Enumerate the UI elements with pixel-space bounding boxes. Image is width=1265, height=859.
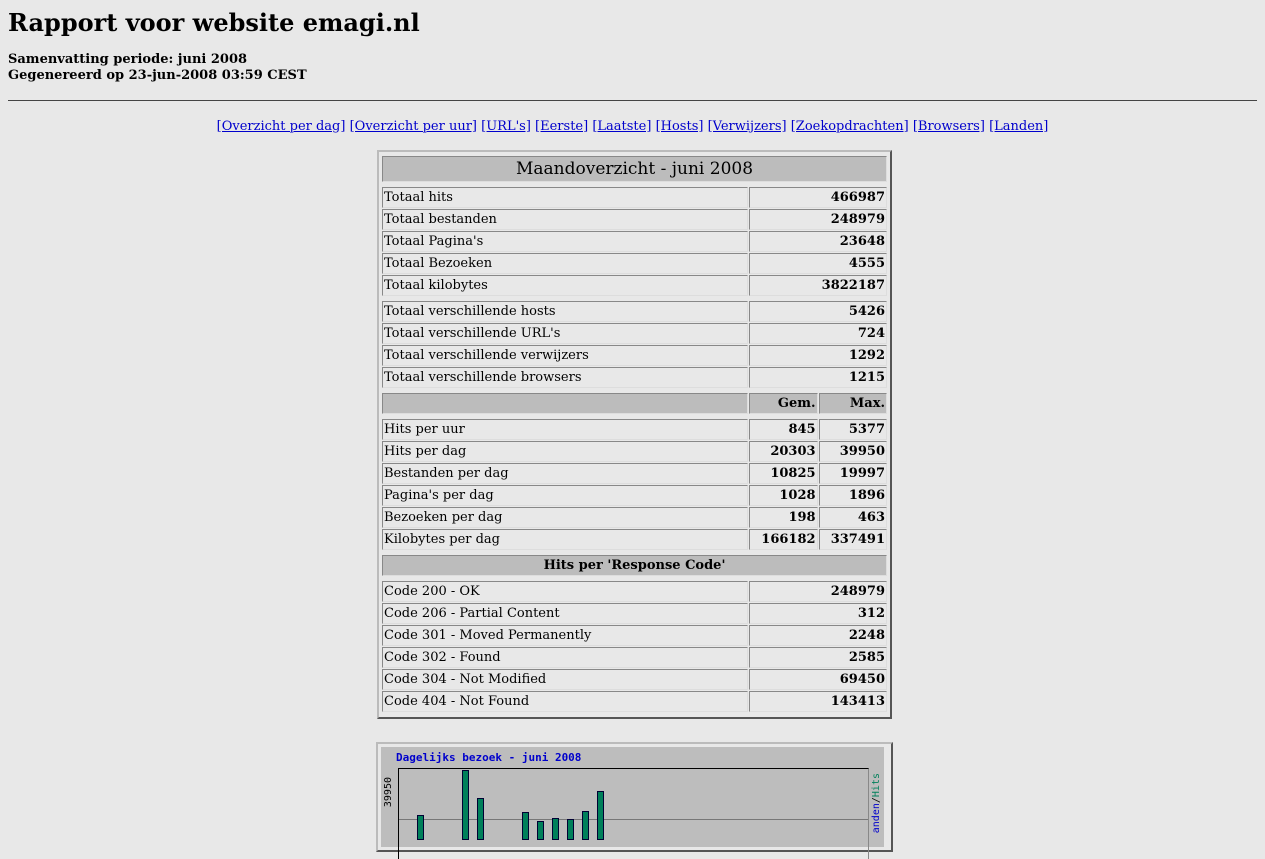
row-label: Hits per dag [382,441,748,462]
page-title: Rapport voor website emagi.nl [8,8,420,37]
report-nav [8,119,1257,135]
row-label: Kilobytes per dag [382,529,748,550]
daily-chart [381,747,884,847]
nav-link-2[interactable]: [URL's] [481,119,531,134]
chart-gridline [399,819,868,820]
row-avg: 166182 [749,529,817,550]
row-value: 2585 [749,647,887,668]
max-header: Max. [819,393,887,414]
nav-link-5[interactable]: [Hosts] [655,119,704,134]
row-label: Code 200 - OK [382,581,748,602]
nav-link-4[interactable]: [Laatste] [592,119,652,134]
nav-link-0[interactable]: [Overzicht per dag] [216,119,346,134]
row-value: 5426 [749,301,887,322]
row-label: Code 206 - Partial Content [382,603,748,624]
avgmax-header-blank [382,393,748,414]
legend-item-landen: anden [871,803,882,834]
row-label: Totaal Pagina's [382,231,748,252]
row-label: Totaal verschillende verwijzers [382,345,748,366]
hits-bar [537,821,544,840]
avgmax-row [382,419,887,440]
response-code-header: Hits per 'Response Code' [382,555,887,576]
row-value: 312 [749,603,887,624]
hits-bar [462,770,469,840]
row-label: Pagina's per dag [382,485,748,506]
nav-link-3[interactable]: [Eerste] [535,119,589,134]
row-label: Bezoeken per dag [382,507,748,528]
month-summary-panel [377,150,892,719]
row-value: 3822187 [749,275,887,296]
hits-bar [522,812,529,840]
y-max-label: 39950 [383,777,394,808]
row-label: Code 301 - Moved Permanently [382,625,748,646]
summary-row [382,301,887,322]
summary-row [382,367,887,388]
row-max: 19997 [819,463,887,484]
chart-plot-area [398,768,869,859]
generated-text: Gegenereerd op 23-jun-2008 03:59 CEST [8,68,307,83]
summary-row [382,691,887,712]
period-text: Samenvatting periode: juni 2008 [8,52,248,67]
row-avg: 20303 [749,441,817,462]
row-label: Totaal bestanden [382,209,748,230]
summary-row [382,581,887,602]
summary-row [382,345,887,366]
hits-bar [417,815,424,840]
hits-bar [582,811,589,840]
avg-header: Gem. [749,393,817,414]
row-label: Totaal hits [382,187,748,208]
hits-bar [597,791,604,840]
row-max: 463 [819,507,887,528]
row-max: 337491 [819,529,887,550]
summary-row [382,275,887,296]
row-label: Code 404 - Not Found [382,691,748,712]
row-label: Bestanden per dag [382,463,748,484]
summary-row [382,603,887,624]
row-value: 23648 [749,231,887,252]
summary-row [382,209,887,230]
daily-chart-panel [376,742,893,852]
row-max: 39950 [819,441,887,462]
row-max: 5377 [819,419,887,440]
avgmax-row [382,529,887,550]
avgmax-row [382,507,887,528]
summary-row [382,187,887,208]
row-label: Code 304 - Not Modified [382,669,748,690]
row-value: 724 [749,323,887,344]
row-label: Totaal Bezoeken [382,253,748,274]
row-label: Hits per uur [382,419,748,440]
row-value: 466987 [749,187,887,208]
hits-bar [552,818,559,840]
legend-separator: / [871,797,882,804]
row-value: 1215 [749,367,887,388]
nav-link-1[interactable]: [Overzicht per uur] [349,119,477,134]
row-value: 2248 [749,625,887,646]
nav-link-7[interactable]: [Zoekopdrachten] [790,119,909,134]
summary-row [382,647,887,668]
summary-row [382,625,887,646]
row-label: Totaal verschillende hosts [382,301,748,322]
nav-link-8[interactable]: [Browsers] [912,119,985,134]
row-avg: 198 [749,507,817,528]
summary-row [382,323,887,344]
nav-link-6[interactable]: [Verwijzers] [707,119,787,134]
avgmax-row [382,485,887,506]
legend-item-hits: Hits [871,773,882,798]
summary-header: Maandoverzicht - juni 2008 [382,156,887,182]
hits-bar [567,819,574,840]
row-label: Totaal verschillende browsers [382,367,748,388]
header-divider [8,100,1257,101]
avgmax-row [382,441,887,462]
row-avg: 10825 [749,463,817,484]
row-value: 248979 [749,209,887,230]
nav-link-9[interactable]: [Landen] [989,119,1049,134]
month-summary-table [381,155,888,713]
row-value: 69450 [749,669,887,690]
row-avg: 845 [749,419,817,440]
summary-row [382,253,887,274]
chart-legend [871,773,882,833]
row-value: 4555 [749,253,887,274]
summary-row [382,231,887,252]
row-label: Code 302 - Found [382,647,748,668]
row-label: Totaal verschillende URL's [382,323,748,344]
chart-title: Dagelijks bezoek - juni 2008 [396,751,582,764]
row-value: 248979 [749,581,887,602]
row-value: 1292 [749,345,887,366]
avgmax-row [382,463,887,484]
row-max: 1896 [819,485,887,506]
row-label: Totaal kilobytes [382,275,748,296]
row-avg: 1028 [749,485,817,506]
row-value: 143413 [749,691,887,712]
summary-row [382,669,887,690]
